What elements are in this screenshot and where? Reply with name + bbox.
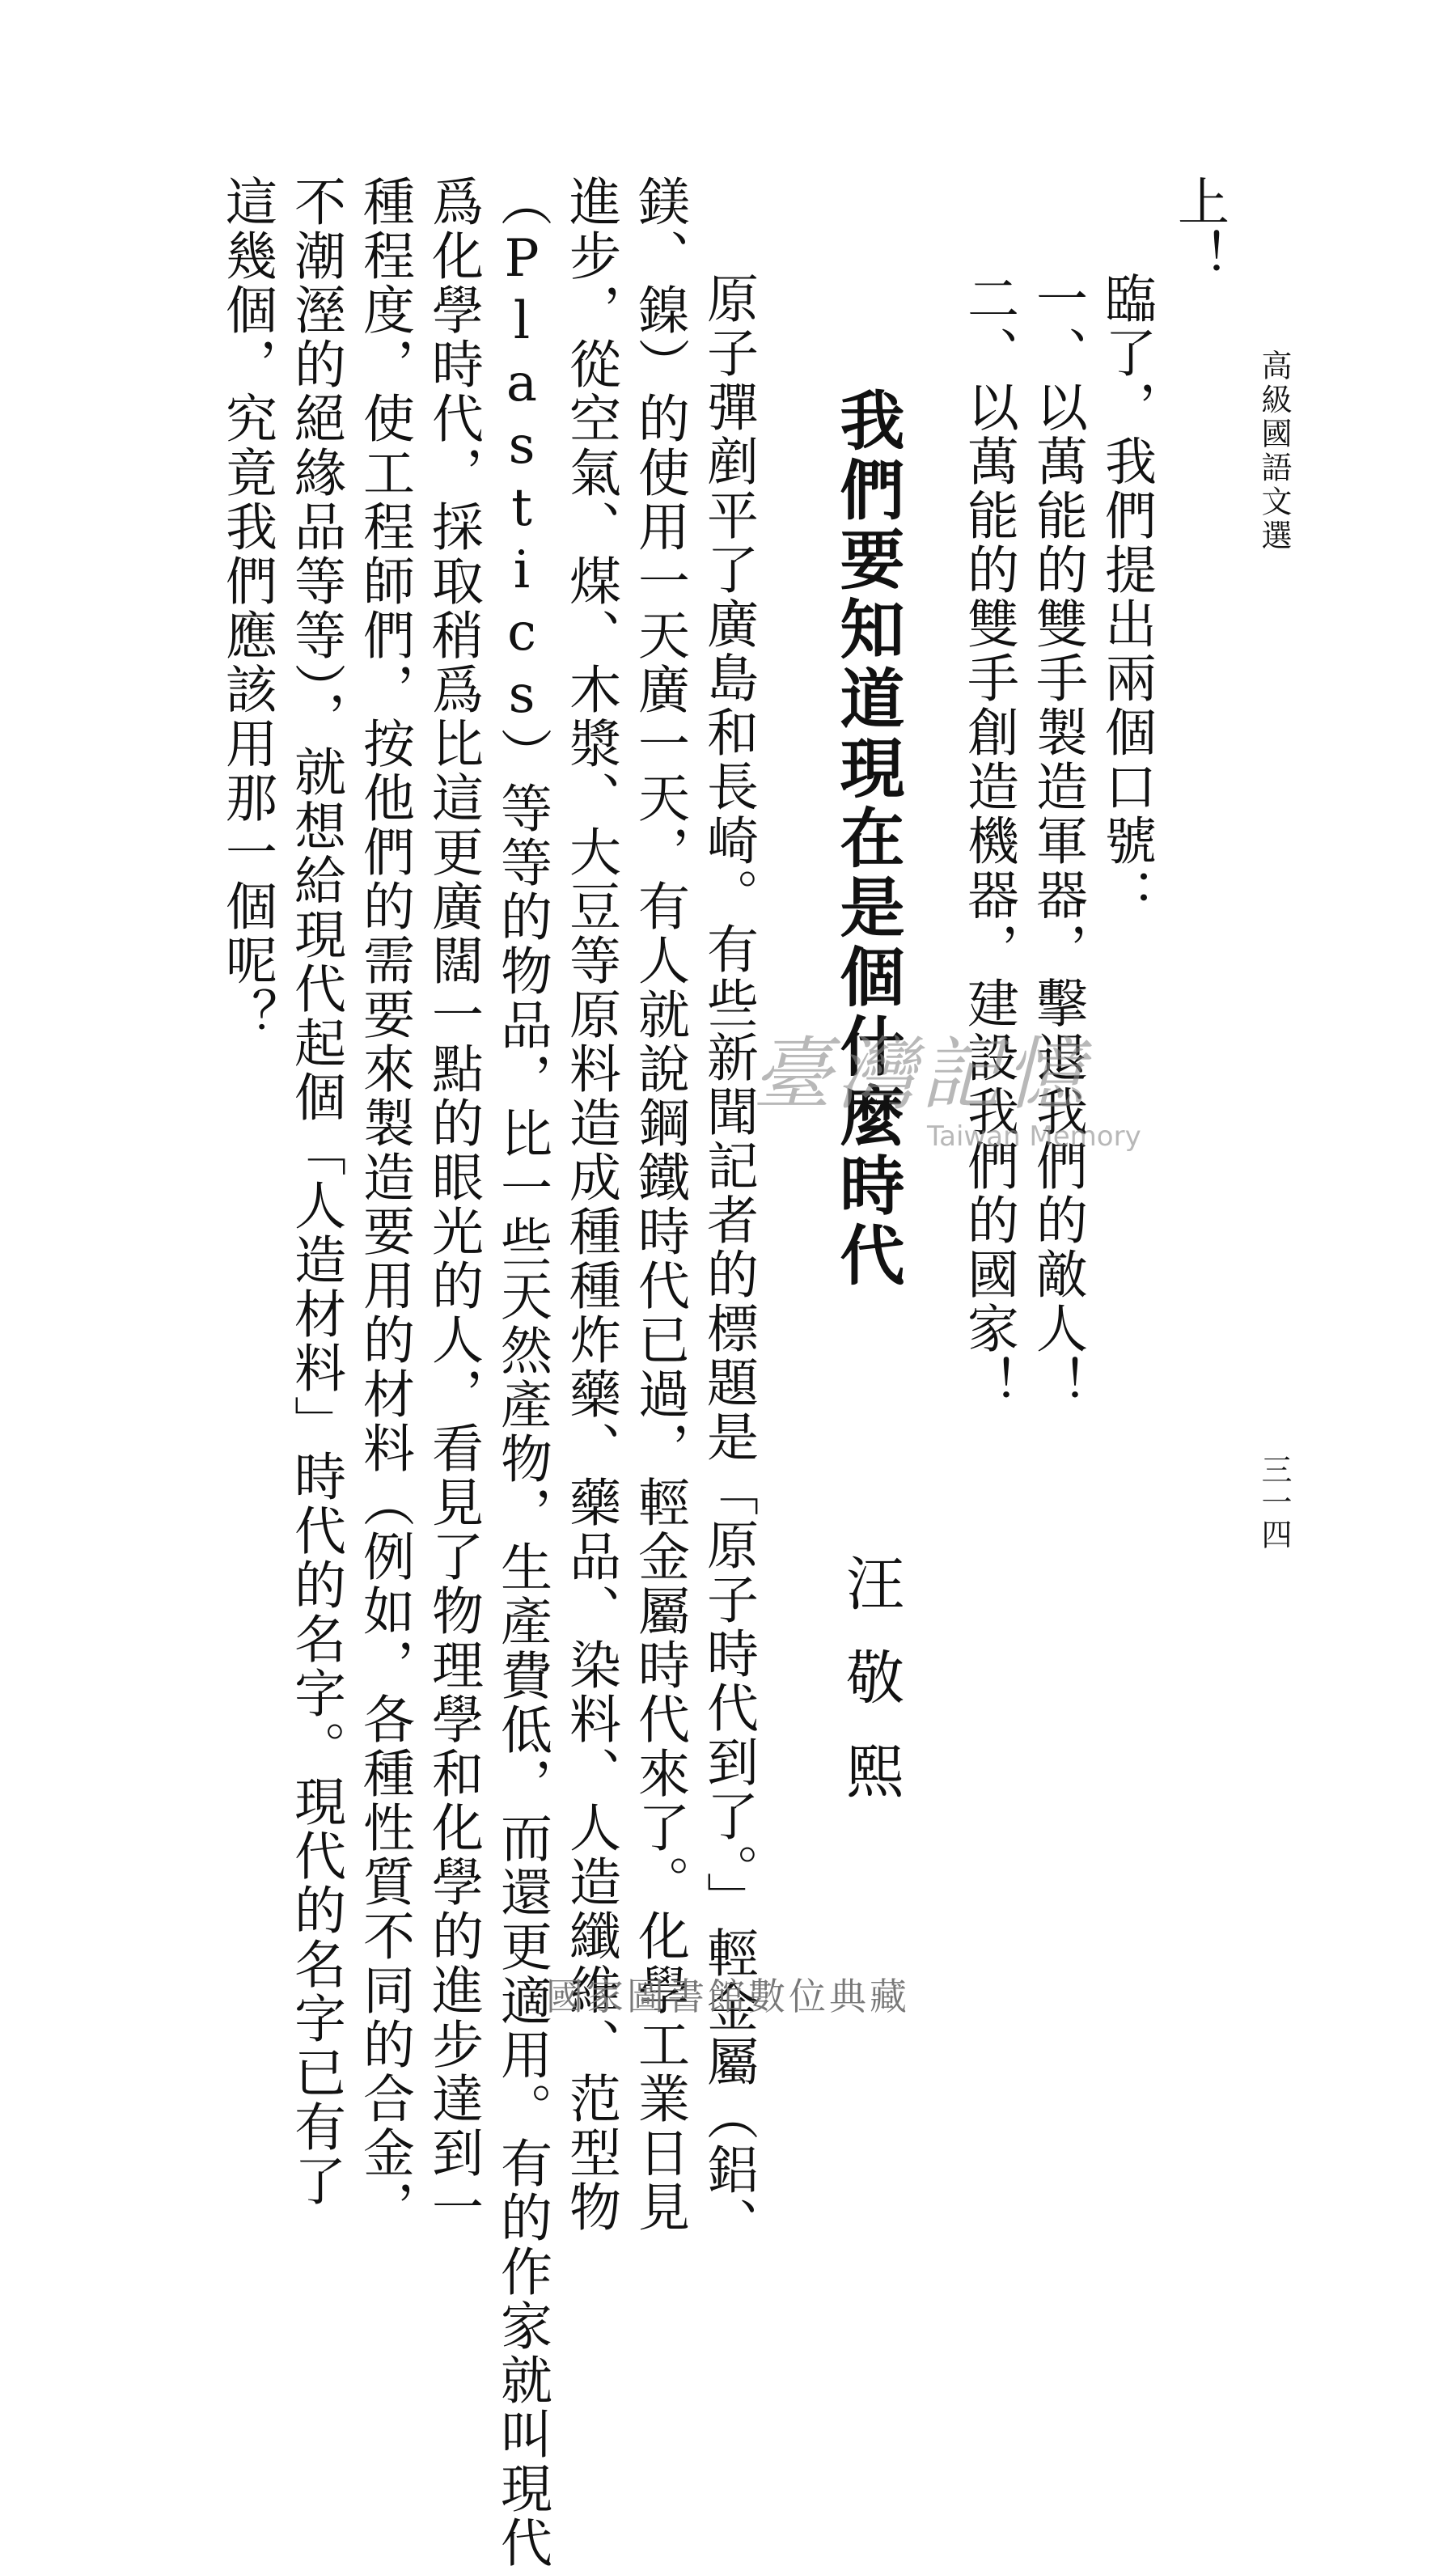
article-line: （Plastics）等等的物品，比一些天然產物，生產費低，而還更適用。有的作家就叫現代 <box>492 175 552 2570</box>
running-head: 高級國語文選 <box>1256 349 1292 553</box>
taiwan-memory-watermark <box>752 1011 1141 1153</box>
article-title: 我們要知道現在是個什麼時代 <box>829 387 905 1291</box>
prev-text-line: 臨了，我們提出兩個口號： <box>1096 272 1156 922</box>
article-line: 爲化學時代，採取稍爲比這更廣闊一點的眼光的人，看見了物理學和化學的進步達到一 <box>423 175 483 2234</box>
article-line: 這幾個，究竟我們應該用那一個呢？ <box>217 175 277 1042</box>
watermark-main-text: 臺灣記憶 <box>752 1029 1090 1121</box>
article-line: 不潮溼的絕緣品等等），就想給現代起個「人造材料」時代的名字。現代的名字已有了 <box>286 175 345 2208</box>
article-line: 進步，從空氣、煤、木漿、大豆等原料造成種種炸藥、藥品、染料、人造纖維、范型物 <box>561 175 620 2234</box>
prev-text-line: 二、以萬能的雙手創造機器，建設我們的國家！ <box>959 272 1018 1410</box>
article-line: 鎂、鎳）的使用一天廣一天，有人就說鋼鐵時代已過，輕金屬時代來了。化學工業日見 <box>629 175 689 2234</box>
watermark-sub-text: Taiwan Memory <box>927 1120 1141 1153</box>
page-number: 三一四 <box>1256 1454 1292 1551</box>
article-line: 原子彈剷平了廣島和長崎。有些新聞記者的標題是「原子時代到了。」輕金屬（鋁、 <box>698 272 758 2251</box>
footer-credit: 國家圖書館數位典藏 <box>546 1975 910 2018</box>
article-line: 種程度，使工程師們，按他們的需要來製造要用的材料（例如，各種性質不同的合金， <box>354 175 414 2234</box>
prev-text-line: 上！ <box>1169 175 1229 283</box>
prev-text-line: 一、以萬能的雙手製造軍器，擊退我們的敵人！ <box>1027 272 1087 1410</box>
article-author: 汪敬熙 <box>836 1553 904 1835</box>
